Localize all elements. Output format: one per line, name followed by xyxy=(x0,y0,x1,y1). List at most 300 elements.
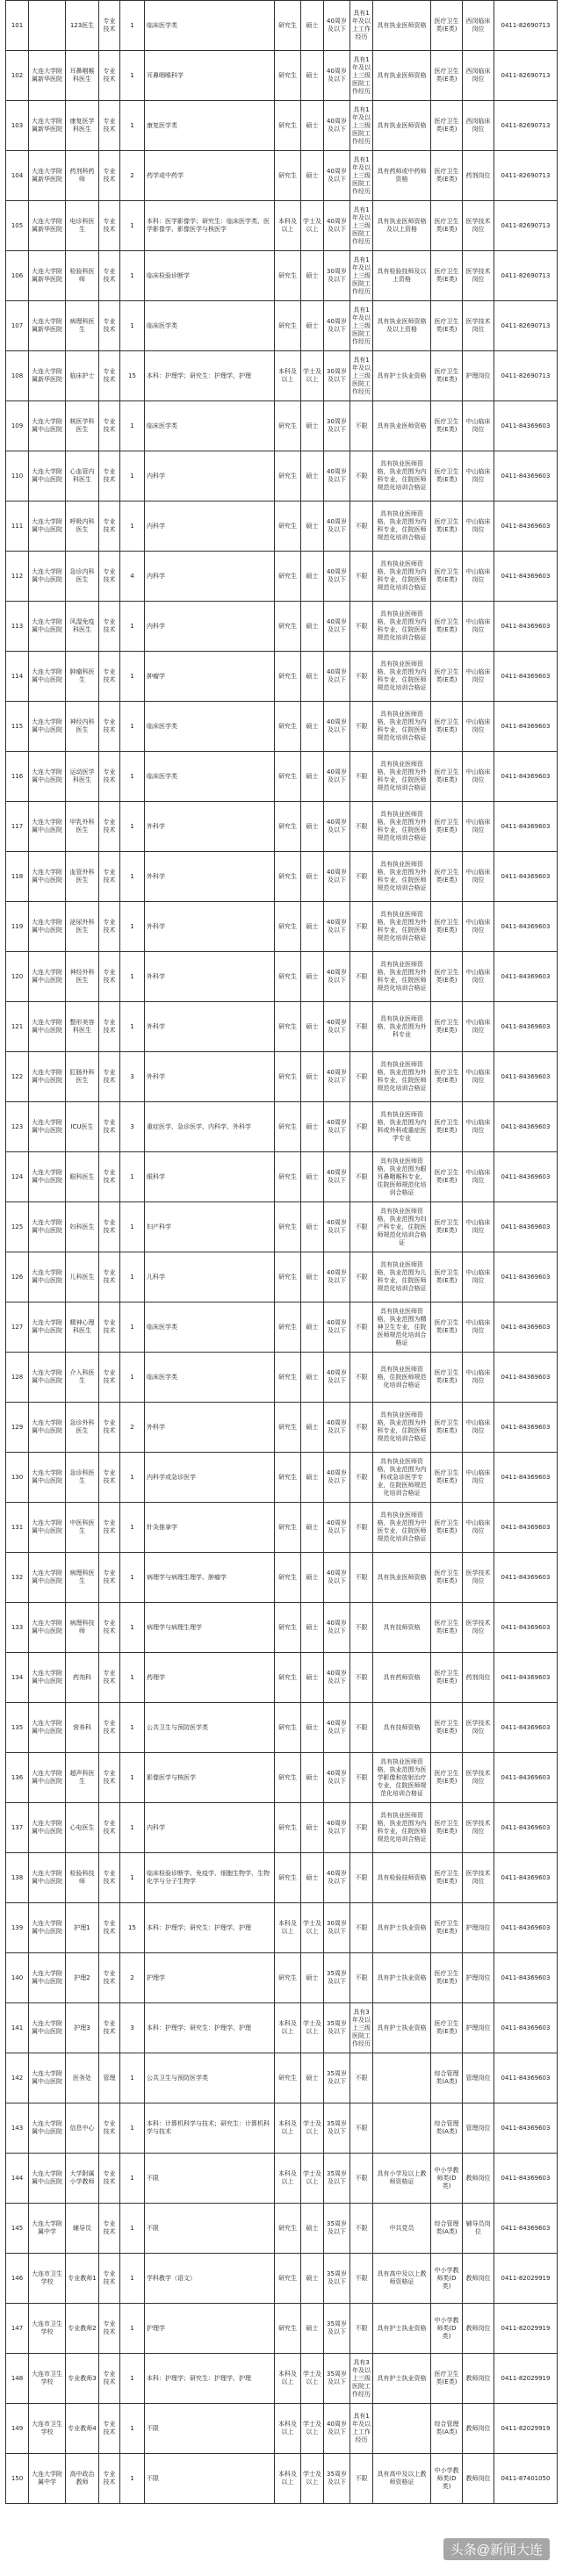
cell-type: 专业技术 xyxy=(99,451,120,501)
cell-exam: 医疗卫生类(E类) xyxy=(431,1403,463,1453)
cell-major: 影像医学与核医学 xyxy=(145,1753,275,1803)
cell-age: 40周岁及以下 xyxy=(324,501,350,552)
cell-edu: 本科及以上 xyxy=(275,2003,301,2053)
cell-deg: 硕士 xyxy=(301,1403,324,1453)
cell-major: 不限 xyxy=(145,2404,275,2454)
cell-unit: 大连市卫生学校 xyxy=(29,2254,66,2304)
cell-place: 中山临床岗位 xyxy=(463,1052,494,1102)
cell-unit: 大连大学附属中学 xyxy=(29,2454,66,2504)
cell-exam: 医疗卫生类(E类) xyxy=(431,301,463,351)
cell-major: 学科教学（语文） xyxy=(145,2254,275,2304)
table-row xyxy=(6,602,558,652)
cell-tel: 0411-84369603 xyxy=(494,1753,558,1803)
cell-age: 40周岁及以下 xyxy=(324,301,350,351)
cell-age: 40周岁及以下 xyxy=(324,1052,350,1102)
table-row xyxy=(6,401,558,451)
cell-post: 呼吸内科医生 xyxy=(66,501,99,552)
table-row xyxy=(6,1703,558,1753)
cell-deg: 学士及以上 xyxy=(301,2404,324,2454)
cell-unit: 大连大学附属中山医院 xyxy=(29,902,66,952)
cell-no: 107 xyxy=(6,301,29,351)
cell-exp: 具有3年及以上三级医院工作经历 xyxy=(350,2354,373,2404)
cell-exp: 不限 xyxy=(350,1903,373,1953)
cell-type: 专业技术 xyxy=(99,1353,120,1403)
table-row xyxy=(6,902,558,952)
cell-tel: 0411-84369603 xyxy=(494,401,558,451)
cell-no: 109 xyxy=(6,401,29,451)
cell-place: 医学技术岗位 xyxy=(463,1803,494,1853)
cell-tel: 0411-84369603 xyxy=(494,2103,558,2154)
cell-exam: 中小学教师类(D类) xyxy=(431,2454,463,2504)
table-row xyxy=(6,1102,558,1152)
cell-exp: 不限 xyxy=(350,1653,373,1703)
cell-tel: 0411-84369603 xyxy=(494,1903,558,1953)
cell-age: 35周岁及以下 xyxy=(324,2204,350,2254)
table-row xyxy=(6,702,558,752)
cell-post: 运动医学科医生 xyxy=(66,752,99,802)
cell-tel: 0411-84369603 xyxy=(494,1052,558,1102)
cell-no: 132 xyxy=(6,1553,29,1603)
cell-age: 40周岁及以下 xyxy=(324,902,350,952)
cell-tel: 0411-84369603 xyxy=(494,2154,558,2204)
cell-place: 中山临床岗位 xyxy=(463,1403,494,1453)
table-row xyxy=(6,351,558,401)
cell-num: 1 xyxy=(120,2304,145,2354)
cell-post: 专业教师4 xyxy=(66,2404,99,2454)
cell-type: 专业技术 xyxy=(99,852,120,902)
cell-edu: 研究生 xyxy=(275,1302,301,1353)
cell-num: 1 xyxy=(120,501,145,552)
cell-unit: 大连大学附属中山医院 xyxy=(29,1353,66,1403)
cell-age: 40周岁及以下 xyxy=(324,952,350,1002)
cell-age: 40周岁及以下 xyxy=(324,2404,350,2454)
cell-age: 40周岁及以下 xyxy=(324,1102,350,1152)
cell-age: 40周岁及以下 xyxy=(324,1653,350,1703)
cell-exp: 具有1年及以上工作经历 xyxy=(350,2404,373,2454)
cell-other: 具有执业医师资格，执业范围为外科专业 xyxy=(373,1002,431,1052)
cell-type: 管理 xyxy=(99,2053,120,2103)
cell-exam: 医疗卫生类(E类) xyxy=(431,51,463,101)
cell-major: 临床医学类 xyxy=(145,1353,275,1403)
table-row xyxy=(6,1152,558,1202)
cell-place: 中山临床岗位 xyxy=(463,952,494,1002)
cell-deg: 硕士 xyxy=(301,1152,324,1202)
cell-num: 1 xyxy=(120,1703,145,1753)
cell-num: 1 xyxy=(120,2454,145,2504)
table-row xyxy=(6,1302,558,1353)
cell-exp: 不限 xyxy=(350,1002,373,1052)
cell-other: 具有执业医师资格，执业范围为内科专业，住院医师规范化培训合格证 xyxy=(373,652,431,702)
table-row xyxy=(6,2103,558,2154)
table-row xyxy=(6,1052,558,1102)
cell-place: 医学技术岗位 xyxy=(463,1853,494,1903)
cell-num: 1 xyxy=(120,301,145,351)
cell-exp: 不限 xyxy=(350,602,373,652)
cell-unit: 大连大学附属中山医院 xyxy=(29,451,66,501)
cell-deg: 硕士 xyxy=(301,451,324,501)
cell-other: 具有执业医师资格，执业范围为外科专业，住院医师规范化培训合格证 xyxy=(373,902,431,952)
cell-type: 专业技术 xyxy=(99,51,120,101)
cell-edu: 研究生 xyxy=(275,1953,301,2003)
cell-type: 专业技术 xyxy=(99,2304,120,2354)
cell-no: 115 xyxy=(6,702,29,752)
cell-major: 不限 xyxy=(145,2454,275,2504)
cell-tel: 0411-84369603 xyxy=(494,1703,558,1753)
cell-tel: 0411-84369603 xyxy=(494,1503,558,1553)
cell-post: 儿科医生 xyxy=(66,1252,99,1302)
cell-tel: 0411-82029919 xyxy=(494,2354,558,2404)
table-row xyxy=(6,301,558,351)
cell-major: 公共卫生与预防医学类 xyxy=(145,1703,275,1753)
cell-type: 专业技术 xyxy=(99,1002,120,1052)
cell-age: 40周岁及以下 xyxy=(324,1703,350,1753)
cell-no: 112 xyxy=(6,552,29,602)
cell-major: 临床检验诊断学 xyxy=(145,251,275,301)
cell-post: 大学附属小学教师 xyxy=(66,2154,99,2204)
cell-deg: 硕士 xyxy=(301,1803,324,1853)
cell-age: 30周岁及以下 xyxy=(324,401,350,451)
cell-other: 中共党员 xyxy=(373,2204,431,2254)
table-row xyxy=(6,101,558,151)
cell-exam: 医疗卫生类(E类) xyxy=(431,1052,463,1102)
table-row xyxy=(6,2304,558,2354)
cell-no: 106 xyxy=(6,251,29,301)
cell-other: 具有执业医师资格，执业范围为外科专业，住院医师规范化培训合格证 xyxy=(373,802,431,852)
cell-other: 具有执业医师资格，执业范围为外科专业，住院医师规范化培训合格证 xyxy=(373,752,431,802)
cell-no: 129 xyxy=(6,1403,29,1453)
cell-tel: 0411-82690713 xyxy=(494,201,558,251)
cell-post: 专业教师3 xyxy=(66,2354,99,2404)
table-row xyxy=(6,652,558,702)
cell-post: 耳鼻咽喉科医生 xyxy=(66,51,99,101)
cell-place: 护理岗位 xyxy=(463,1903,494,1953)
cell-no: 111 xyxy=(6,501,29,552)
cell-place: 管理岗位 xyxy=(463,2103,494,2154)
cell-edu: 本科及以上 xyxy=(275,2103,301,2154)
cell-deg: 硕士 xyxy=(301,1102,324,1152)
table-row xyxy=(6,1653,558,1703)
cell-no: 108 xyxy=(6,351,29,401)
cell-post: 辅导员 xyxy=(66,2204,99,2254)
cell-edu: 研究生 xyxy=(275,752,301,802)
cell-tel: 0411-82690713 xyxy=(494,1,558,51)
table-row xyxy=(6,451,558,501)
cell-edu: 研究生 xyxy=(275,1002,301,1052)
cell-type: 专业技术 xyxy=(99,2103,120,2154)
cell-place: 医学技术岗位 xyxy=(463,301,494,351)
cell-edu: 研究生 xyxy=(275,952,301,1002)
cell-exp: 具有1年及以上三级医院工作经历 xyxy=(350,101,373,151)
cell-major: 护理学 xyxy=(145,1953,275,2003)
cell-other: 具有药师或中药师资格 xyxy=(373,151,431,201)
cell-tel: 0411-87401050 xyxy=(494,2454,558,2504)
cell-exp: 不限 xyxy=(350,1853,373,1903)
cell-post: 护理1 xyxy=(66,1903,99,1953)
table-row xyxy=(6,201,558,251)
cell-num: 1 xyxy=(120,1,145,51)
cell-post: 123医生 xyxy=(66,1,99,51)
cell-tel: 0411-84369603 xyxy=(494,1302,558,1353)
cell-num: 3 xyxy=(120,1102,145,1152)
cell-num: 1 xyxy=(120,2354,145,2404)
cell-exp: 不限 xyxy=(350,401,373,451)
cell-major: 外科学 xyxy=(145,902,275,952)
cell-deg: 硕士 xyxy=(301,1753,324,1803)
cell-type: 专业技术 xyxy=(99,101,120,151)
cell-edu: 本科及以上 xyxy=(275,2404,301,2454)
cell-type: 专业技术 xyxy=(99,2204,120,2254)
cell-deg: 硕士 xyxy=(301,2254,324,2304)
cell-other: 具有执业医师资格，执业范围为外科专业，住院医师规范化培训合格证 xyxy=(373,952,431,1002)
cell-other: 具有执业医师资格，执业范围为眼耳鼻咽喉科专业，住院医师规范化培训合格证 xyxy=(373,1152,431,1202)
cell-exp: 具有1年及以上三级医院工作经历 xyxy=(350,251,373,301)
cell-num: 1 xyxy=(120,401,145,451)
cell-unit: 大连大学附属中山医院 xyxy=(29,1803,66,1853)
cell-place: 中山临床岗位 xyxy=(463,1453,494,1503)
cell-deg: 硕士 xyxy=(301,1953,324,2003)
cell-edu: 研究生 xyxy=(275,1553,301,1603)
cell-edu: 研究生 xyxy=(275,1803,301,1853)
table-row xyxy=(6,1803,558,1853)
cell-deg: 硕士 xyxy=(301,2304,324,2354)
table-row xyxy=(6,2003,558,2053)
cell-other: 具有护士执业资格 xyxy=(373,2354,431,2404)
cell-place: 中山临床岗位 xyxy=(463,752,494,802)
cell-place: 中山临床岗位 xyxy=(463,1102,494,1152)
cell-other: 具有执业医师资格，执业范围为外科专业，住院医师规范化培训合格证 xyxy=(373,1403,431,1453)
cell-exp: 不限 xyxy=(350,952,373,1002)
cell-edu: 研究生 xyxy=(275,2304,301,2354)
cell-other: 具有执业医师资格，住院医师规范化培训合格证 xyxy=(373,1353,431,1403)
cell-type: 专业技术 xyxy=(99,1252,120,1302)
cell-type: 专业技术 xyxy=(99,401,120,451)
cell-post: 甲乳外科医生 xyxy=(66,802,99,852)
cell-tel: 0411-84369603 xyxy=(494,552,558,602)
cell-age: 40周岁及以下 xyxy=(324,552,350,602)
table-row xyxy=(6,1553,558,1603)
cell-edu: 研究生 xyxy=(275,1753,301,1803)
cell-age: 35周岁及以下 xyxy=(324,2454,350,2504)
cell-post: 血管外科医生 xyxy=(66,852,99,902)
cell-exam: 综合管理类(A类) xyxy=(431,2404,463,2454)
cell-exam: 医疗卫生类(E类) xyxy=(431,552,463,602)
cell-age: 40周岁及以下 xyxy=(324,752,350,802)
cell-type: 专业技术 xyxy=(99,2003,120,2053)
table-row xyxy=(6,1753,558,1803)
table-row xyxy=(6,251,558,301)
cell-other: 具有执业医师资格 xyxy=(373,1,431,51)
cell-age: 40周岁及以下 xyxy=(324,1503,350,1553)
cell-exam: 医疗卫生类(E类) xyxy=(431,1353,463,1403)
cell-type: 专业技术 xyxy=(99,952,120,1002)
cell-place: 中山临床岗位 xyxy=(463,602,494,652)
cell-no: 102 xyxy=(6,51,29,101)
table-row xyxy=(6,1202,558,1252)
cell-other: 具有执业医师资格 xyxy=(373,51,431,101)
cell-other: 具有执业医师资格，执业范围为中医专业，住院医师规范化培训合格证 xyxy=(373,1503,431,1553)
cell-other: 具有护士执业资格 xyxy=(373,351,431,401)
cell-place: 医学技术岗位 xyxy=(463,201,494,251)
cell-other: 具有小学及以上教师资格证 xyxy=(373,2154,431,2204)
cell-other xyxy=(373,2404,431,2454)
cell-unit: 大连大学附属中山医院 xyxy=(29,652,66,702)
cell-unit: 大连大学附属中山医院 xyxy=(29,1653,66,1703)
cell-tel: 0411-84369603 xyxy=(494,1553,558,1603)
cell-major: 康复医学类 xyxy=(145,101,275,151)
cell-tel: 0411-82690713 xyxy=(494,151,558,201)
cell-no: 137 xyxy=(6,1803,29,1853)
cell-age: 40周岁及以下 xyxy=(324,1553,350,1603)
cell-unit: 大连大学附属中山医院 xyxy=(29,1202,66,1252)
table-row xyxy=(6,552,558,602)
cell-exp: 具有1年及以上三级医院工作经历 xyxy=(350,51,373,101)
cell-tel: 0411-84369603 xyxy=(494,1353,558,1403)
cell-type: 专业技术 xyxy=(99,1653,120,1703)
cell-exam: 医疗卫生类(E类) xyxy=(431,952,463,1002)
cell-no: 135 xyxy=(6,1703,29,1753)
cell-edu: 研究生 xyxy=(275,301,301,351)
cell-age: 35周岁及以下 xyxy=(324,1953,350,2003)
cell-no: 130 xyxy=(6,1453,29,1503)
cell-deg: 硕士 xyxy=(301,552,324,602)
cell-exam: 医疗卫生类(E类) xyxy=(431,1753,463,1803)
cell-num: 1 xyxy=(120,1252,145,1302)
cell-other: 具有执业医师资格 xyxy=(373,101,431,151)
cell-edu: 研究生 xyxy=(275,2204,301,2254)
table-row xyxy=(6,2053,558,2103)
cell-no: 101 xyxy=(6,1,29,51)
cell-age: 40周岁及以下 xyxy=(324,1252,350,1302)
cell-edu: 研究生 xyxy=(275,2254,301,2304)
cell-unit xyxy=(29,1,66,51)
cell-post: 急诊内科医生 xyxy=(66,552,99,602)
cell-post: 康复医学科医生 xyxy=(66,101,99,151)
cell-tel: 0411-84369603 xyxy=(494,952,558,1002)
cell-age: 40周岁及以下 xyxy=(324,802,350,852)
cell-edu: 研究生 xyxy=(275,1102,301,1152)
source-watermark: 头条@新闻大连 xyxy=(443,2538,550,2560)
cell-unit: 大连市卫生学校 xyxy=(29,2354,66,2404)
cell-unit: 大连大学附属中山医院 xyxy=(29,2154,66,2204)
table-row xyxy=(6,1853,558,1903)
cell-no: 104 xyxy=(6,151,29,201)
cell-post: 神经外科医生 xyxy=(66,952,99,1002)
cell-exam: 医疗卫生类(E类) xyxy=(431,1703,463,1753)
cell-major: 内科学 xyxy=(145,501,275,552)
cell-place: 中山临床岗位 xyxy=(463,1152,494,1202)
cell-other xyxy=(373,2103,431,2154)
cell-exam: 医疗卫生类(E类) xyxy=(431,351,463,401)
cell-major: 妇产科学 xyxy=(145,1202,275,1252)
cell-unit: 大连大学附属中山医院 xyxy=(29,1403,66,1453)
cell-edu: 研究生 xyxy=(275,1252,301,1302)
cell-other: 具有执业医师资格，执业范围为妇产科专业，住院医师规范化培训合格证 xyxy=(373,1202,431,1252)
cell-other: 具有护士执业资格 xyxy=(373,1903,431,1953)
cell-unit: 大连大学附属新华医院 xyxy=(29,351,66,401)
cell-other: 具有检验技师资格 xyxy=(373,1853,431,1903)
cell-age: 35周岁及以下 xyxy=(324,2003,350,2053)
cell-edu: 本科及以上 xyxy=(275,1903,301,1953)
cell-tel: 0411-84369603 xyxy=(494,1653,558,1703)
cell-num: 1 xyxy=(120,101,145,151)
cell-edu: 研究生 xyxy=(275,702,301,752)
cell-other: 具有药师资格 xyxy=(373,1653,431,1703)
cell-other: 具有执业医师资格，执业范围为内科专业，住院医师规范化培训合格证 xyxy=(373,501,431,552)
cell-exam: 中小学教师类(D类) xyxy=(431,2304,463,2354)
cell-exam: 医疗卫生类(E类) xyxy=(431,1603,463,1653)
cell-edu: 研究生 xyxy=(275,1052,301,1102)
cell-num: 1 xyxy=(120,902,145,952)
cell-tel: 0411-84369603 xyxy=(494,602,558,652)
cell-other: 具有执业医师资格，执业范围为内科专业，住院医师规范化培训合格证 xyxy=(373,702,431,752)
cell-age: 35周岁及以下 xyxy=(324,2354,350,2404)
cell-exam: 医疗卫生类(E类) xyxy=(431,752,463,802)
cell-exp: 不限 xyxy=(350,2454,373,2504)
cell-exam: 医疗卫生类(E类) xyxy=(431,251,463,301)
cell-edu: 研究生 xyxy=(275,1453,301,1503)
cell-type: 专业技术 xyxy=(99,2154,120,2204)
cell-post: 临床护士 xyxy=(66,351,99,401)
cell-unit: 大连大学附属中山医院 xyxy=(29,2103,66,2154)
cell-type: 专业技术 xyxy=(99,351,120,401)
cell-exp: 不限 xyxy=(350,752,373,802)
cell-exp: 不限 xyxy=(350,2154,373,2204)
cell-num: 1 xyxy=(120,451,145,501)
cell-type: 专业技术 xyxy=(99,1152,120,1202)
table-row xyxy=(6,852,558,902)
cell-num: 1 xyxy=(120,1553,145,1603)
cell-tel: 0411-82690713 xyxy=(494,101,558,151)
cell-other: 具有高中及以上教师资格证 xyxy=(373,2254,431,2304)
cell-deg: 学士及以上 xyxy=(301,2103,324,2154)
table-row xyxy=(6,2454,558,2504)
cell-exam: 综合管理类(A类) xyxy=(431,2204,463,2254)
cell-place: 教师岗位 xyxy=(463,2254,494,2304)
cell-tel: 0411-84369603 xyxy=(494,2053,558,2103)
cell-no: 127 xyxy=(6,1302,29,1353)
cell-no: 116 xyxy=(6,752,29,802)
table-row xyxy=(6,2254,558,2304)
cell-deg: 硕士 xyxy=(301,1553,324,1603)
cell-unit: 大连大学附属中山医院 xyxy=(29,1252,66,1302)
cell-exp: 不限 xyxy=(350,2103,373,2154)
cell-age: 30周岁及以下 xyxy=(324,1903,350,1953)
cell-tel: 0411-84369603 xyxy=(494,1853,558,1903)
cell-exp: 具有1年及以上工作经历 xyxy=(350,1,373,51)
cell-exam: 医疗卫生类(E类) xyxy=(431,1653,463,1703)
cell-deg: 硕士 xyxy=(301,1453,324,1503)
cell-place: 医学技术岗位 xyxy=(463,1753,494,1803)
cell-edu: 研究生 xyxy=(275,902,301,952)
cell-num: 4 xyxy=(120,552,145,602)
cell-no: 150 xyxy=(6,2454,29,2504)
cell-edu: 研究生 xyxy=(275,1653,301,1703)
cell-no: 118 xyxy=(6,852,29,902)
cell-exp: 不限 xyxy=(350,2304,373,2354)
cell-post: 护理3 xyxy=(66,2003,99,2053)
cell-type: 专业技术 xyxy=(99,1953,120,2003)
cell-major: 外科学 xyxy=(145,1002,275,1052)
cell-exam: 医疗卫生类(E类) xyxy=(431,2354,463,2404)
cell-place: 中山临床岗位 xyxy=(463,501,494,552)
recruitment-table xyxy=(5,0,558,2504)
cell-exam: 中小学教师类(D类) xyxy=(431,2154,463,2204)
cell-age: 35周岁及以下 xyxy=(324,2254,350,2304)
cell-num: 1 xyxy=(120,1603,145,1653)
cell-place: 中山临床岗位 xyxy=(463,1202,494,1252)
table-row xyxy=(6,952,558,1002)
cell-age: 40周岁及以下 xyxy=(324,1002,350,1052)
